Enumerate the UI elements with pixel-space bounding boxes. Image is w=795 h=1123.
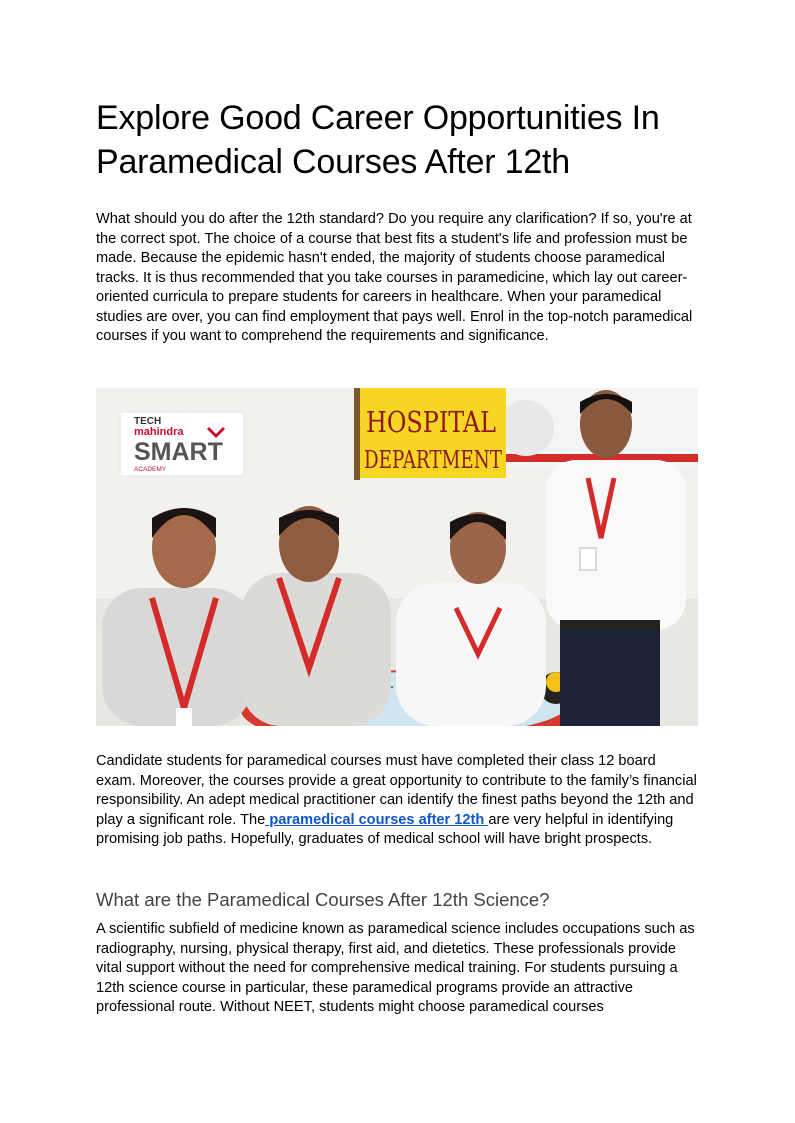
page-title: Explore Good Career Opportunities In Paramedical Courses After 12th	[96, 99, 660, 181]
svg-text:ACADEMY: ACADEMY	[134, 466, 167, 473]
paramedical-courses-link[interactable]: paramedical courses after 12th	[265, 811, 489, 828]
science-paragraph: A scientific subfield of medicine known as paramedical science includes occupations such as radiography, nursing, physical therapy, first aid, and dietetics. These professionals provide vital support without the need for comprehensive medical training. For students pursuing a 12th science course in particular, these paramedical programs provide an attractive professional route. Without NEET, students might choose paramedical courses	[96, 921, 695, 1015]
paragraph-text: Candidate students for paramedical courses must have completed their class 12 board exam. Moreover, the courses provide a great opportunity to contribute to the family’s financial responsibility. An adept medical practitioner can identify the finest paths beyond the 12th and play a significant role. The	[96, 753, 697, 828]
svg-text:mahindra: mahindra	[134, 426, 184, 438]
intro-paragraph: What should you do after the 12th standard? Do you require any clarification? If so, you're at the correct spot. The choice of a course that best fits a student's life and profession must be made. Because the epidemic hasn't ended, the majority of students choose paramedical tracks. It is thus recommended that you take courses in paramedicine, which lay out career-oriented curricula to prepare students for careers in healthcare. When your paramedical studies are over, you can find employment that pays well. Enrol in the top-notch paramedical courses if you want to comprehend the requirements and significance.	[96, 211, 693, 344]
eligibility-paragraph	[96, 752, 698, 850]
svg-text:SMART: SMART	[134, 438, 223, 466]
paragraph-text: are very helpful in identifying promising job paths. Hopefully, graduates of medical school will have bright prospects.	[96, 811, 674, 847]
section-heading: What are the Paramedical Courses After 12th Science?	[96, 889, 550, 910]
svg-text:HOSPITAL: HOSPITAL	[366, 405, 496, 439]
students-photo	[96, 388, 698, 726]
hospital-department-banner	[354, 388, 506, 480]
svg-text:TECH: TECH	[134, 416, 162, 427]
tech-mahindra-logo	[120, 412, 244, 476]
svg-text:DEPARTMENT: DEPARTMENT	[364, 446, 502, 474]
